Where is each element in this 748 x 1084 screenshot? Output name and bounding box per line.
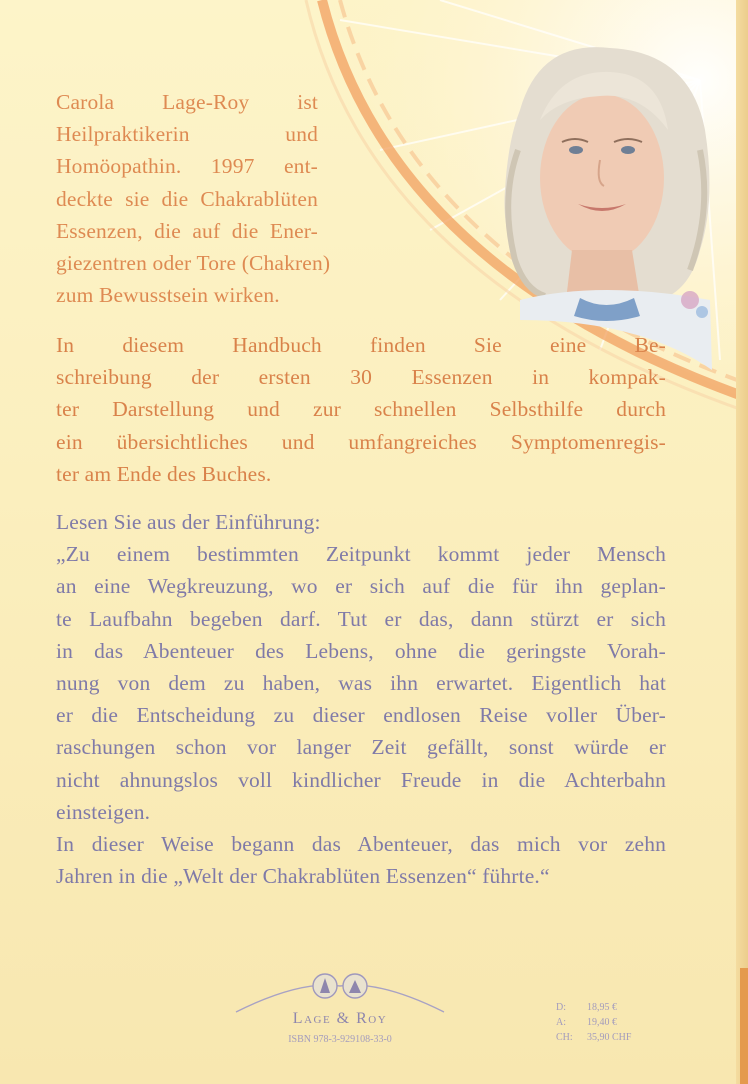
text-line: Homöopathin. 1997 ent- — [56, 154, 318, 179]
text-line: deckte sie die Chakrablüten — [56, 186, 318, 211]
text-line: Jahren in die „Welt der Chakrablüten Essenzen“ führte.“ — [56, 864, 550, 889]
author-bio — [56, 86, 331, 311]
text-line: er die Entscheidung zu dieser endlosen Reise voller Über- — [56, 703, 666, 728]
price-value: 18,95 € — [587, 1002, 617, 1013]
author-portrait-face — [540, 94, 664, 262]
price-country: A: — [556, 1017, 566, 1028]
isbn-number: ISBN 978-3-929108-33-0 — [288, 1034, 392, 1045]
price-row — [556, 1015, 686, 1030]
text-line: Lesen Sie aus der Einführung: — [56, 510, 321, 534]
spine-edge — [736, 0, 748, 1084]
text-line: schreibung der ersten 30 Essenzen in kompak- — [56, 365, 666, 390]
publisher-block — [230, 962, 450, 1062]
price-value: 19,40 € — [587, 1017, 617, 1028]
price-country: CH: — [556, 1032, 573, 1043]
text-line: ter Darstellung und zur schnellen Selbsthilfe durch — [56, 397, 666, 422]
publisher-name: Lage & Roy — [292, 1010, 388, 1027]
price-country: D: — [556, 1002, 566, 1013]
price-row — [556, 1030, 686, 1045]
text-line: Carola Lage-Roy ist — [56, 90, 318, 114]
text-line: Essenzen, die auf die Ener- — [56, 218, 318, 243]
text-line: te Laufbahn begeben darf. Tut er das, dann stürzt er sich — [56, 606, 666, 631]
price-row — [556, 1000, 686, 1015]
text-line: giezentren oder Tore (Chakren) — [56, 251, 331, 276]
spine-color-mark — [740, 968, 748, 1084]
text-line: einsteigen. — [56, 799, 151, 824]
text-line: an eine Wegkreuzung, wo er sich auf die für ihn geplan- — [56, 574, 666, 599]
text-line: „Zu einem bestimmten Zeitpunkt kommt jeder Mensch — [56, 542, 666, 567]
text-line: ein übersichtliches und umfangreiches Symptomenregis- — [56, 429, 666, 454]
introduction-excerpt — [56, 506, 666, 892]
price-value: 35,90 CHF — [587, 1032, 632, 1043]
book-description — [56, 329, 666, 490]
text-line: In diesem Handbuch finden Sie eine Be- — [56, 333, 666, 357]
text-line: in das Abenteuer des Lebens, ohne die geringste Vorah- — [56, 638, 666, 663]
text-line: raschungen schon vor langer Zeit gefällt, sonst würde er — [56, 735, 666, 760]
text-line: In dieser Weise begann das Abenteuer, das mich vor zehn — [56, 832, 666, 857]
text-line: nung von dem zu haben, was ihn erwartet. Eigentlich hat — [56, 671, 666, 696]
text-line: zum Bewusstsein wirken. — [56, 283, 280, 308]
text-line: nicht ahnungslos voll kindlicher Freude in die Achterbahn — [56, 767, 666, 792]
price-list — [556, 1000, 686, 1045]
text-line: ter am Ende des Buches. — [56, 461, 272, 486]
text-line: Heilpraktikerin und — [56, 122, 318, 147]
